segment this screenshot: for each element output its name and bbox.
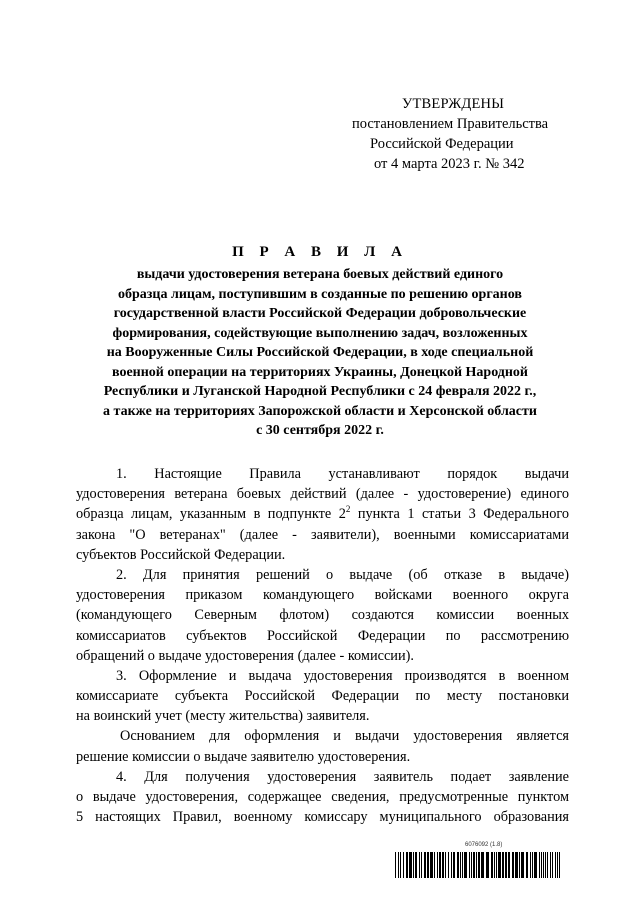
barcode-bar	[534, 852, 537, 878]
barcode-bar	[424, 852, 426, 878]
barcode-bar	[519, 852, 520, 878]
barcode-bar	[437, 852, 438, 878]
subtitle-line: Республики и Луганской Народной Республики с 24 февраля 2022 г.,	[103, 384, 537, 399]
barcode-bar	[445, 852, 446, 878]
barcode-bar	[530, 852, 531, 878]
barcode-bar	[515, 852, 518, 878]
barcode-bar	[494, 852, 495, 878]
paragraph-1-line: 1. Настоящие Правила устанавливают порядок выдачи	[116, 466, 569, 482]
barcode-bar	[481, 852, 484, 878]
approval-line-3: от 4 марта 2023 г. № 342	[374, 156, 525, 172]
paragraph-4-line: Основанием для оформления и выдачи удостоверения является	[120, 728, 569, 745]
barcode-bar	[486, 852, 489, 878]
text-segment: пункта 1 статьи 3 Федерального	[350, 506, 569, 523]
barcode-bar	[403, 852, 404, 878]
paragraph-2-line: удостоверения приказом командующего войсками военного округа	[76, 587, 569, 604]
barcode-bar	[521, 852, 524, 878]
barcode-bar	[473, 852, 475, 878]
barcode-bar	[462, 852, 463, 878]
subtitle-line: государственной власти Российской Федерации добровольческие	[113, 306, 527, 321]
barcode-bar	[453, 852, 455, 878]
subtitle-line: на Вооруженные Силы Российской Федерации, в ходе специальной	[106, 345, 534, 360]
barcode-bar	[555, 852, 556, 878]
barcode-bar	[439, 852, 441, 878]
barcode-bar	[413, 852, 414, 878]
paragraph-3-line: на воинский учет (месту жительства) заявителя.	[76, 708, 370, 725]
paragraph-2-line: 2. Для принятия решений о выдаче (об отказе в выдаче)	[116, 566, 569, 583]
barcode-bar	[476, 852, 477, 878]
subtitle-line: образца лицам, поступившим в созданные по решению органов	[118, 286, 522, 302]
barcode-bar	[430, 852, 433, 878]
barcode-bar	[415, 852, 417, 878]
barcode-bar	[543, 852, 544, 878]
barcode-bar	[557, 852, 558, 878]
approval-line-2: Российской Федерации	[370, 136, 514, 152]
paragraph-2-line: комиссариатов субъектов Российской Федерации по рассмотрению	[76, 627, 569, 644]
barcode-bar	[539, 852, 540, 878]
barcode-bar	[496, 852, 497, 878]
barcode-bar	[478, 852, 480, 878]
barcode-bar	[512, 852, 514, 878]
subtitle-line: а также на территориях Запорожской области и Херсонской области	[103, 403, 537, 419]
barcode-bar	[442, 852, 444, 878]
barcode-bar	[547, 852, 548, 878]
barcode-bar	[409, 852, 412, 878]
paragraph-1-line-with-superscript	[76, 504, 569, 524]
barcode-bar	[457, 852, 459, 878]
paragraph-5-line: о выдаче удостоверения, содержащее сведения, предусмотренные пунктом	[76, 789, 569, 805]
document-subtitle	[70, 265, 570, 441]
barcode-bar	[395, 852, 396, 878]
paragraph-1-line: удостоверения ветерана боевых действий (далее - удостоверение) единого	[76, 486, 569, 503]
barcode-bar	[434, 852, 435, 878]
barcode-bar	[400, 852, 401, 878]
paragraph-2-line: (командующего Северным флотом) создаются комиссии военных	[76, 607, 569, 624]
document-body	[76, 464, 569, 827]
barcode-bar	[545, 852, 546, 878]
barcode-bar	[471, 852, 472, 878]
paragraph-1-line: закона "О ветеранах" (далее - заявители), военными комиссариатами	[76, 526, 569, 543]
approval-block	[340, 94, 570, 174]
barcode-bar	[526, 852, 528, 878]
text-segment: образца лицам, указанным в подпункте 2	[76, 506, 346, 523]
approval-title: УТВЕРЖДЕНЫ	[402, 96, 505, 112]
barcode-bar	[460, 852, 461, 878]
barcode-bar	[550, 852, 551, 878]
subtitle-line: выдачи удостоверения ветерана боевых действий единого	[136, 267, 504, 282]
barcode-bar	[448, 852, 449, 878]
barcode-bar	[427, 852, 429, 878]
barcode-bar	[505, 852, 507, 878]
barcode-block	[395, 842, 563, 882]
paragraph-2-line: обращений о выдаче удостоверения (далее - комиссии).	[76, 647, 414, 664]
subtitle-line: с 30 сентября 2022 г.	[256, 423, 384, 438]
barcode-bar	[541, 852, 542, 878]
barcode-bar	[559, 852, 560, 878]
barcode-label: 6076092 (1.8)	[465, 842, 503, 848]
paragraph-3-line: комиссариате субъекта Российской Федерации по месту постановки	[76, 688, 569, 705]
barcode-icon	[395, 852, 563, 878]
barcode-bar	[469, 852, 470, 878]
barcode-bar	[406, 852, 408, 878]
barcode-bar	[464, 852, 467, 878]
paragraph-4-line: решение комиссии о выдаче заявителю удостоверения.	[76, 748, 411, 765]
barcode-bar	[552, 852, 553, 878]
barcode-bar	[421, 852, 422, 878]
barcode-bar	[508, 852, 510, 878]
paragraph-5-line: 5 настоящих Правил, военному комиссару муниципального образования	[76, 809, 569, 826]
subtitle-line: формирования, содействующие выполнению задач, возложенных	[112, 325, 528, 341]
barcode-bar	[491, 852, 493, 878]
paragraph-3-line: 3. Оформление и выдача удостоверения производятся в военном	[116, 667, 569, 684]
barcode-bar	[532, 852, 533, 878]
approval-line-1: постановлением Правительства	[352, 116, 549, 132]
superscript: 2	[345, 504, 351, 515]
document-title: П Р А В И Л А	[232, 244, 408, 260]
barcode-bar	[502, 852, 504, 878]
barcode-bar	[451, 852, 452, 878]
paragraph-1-line: субъектов Российской Федерации.	[76, 546, 286, 563]
paragraph-5-line: 4. Для получения удостоверения заявитель подает заявление	[116, 768, 569, 785]
barcode-bar	[419, 852, 420, 878]
barcode-bar	[498, 852, 501, 878]
subtitle-line: военной операции на территориях Украины, Донецкой Народной	[111, 364, 528, 380]
barcode-bar	[398, 852, 399, 878]
